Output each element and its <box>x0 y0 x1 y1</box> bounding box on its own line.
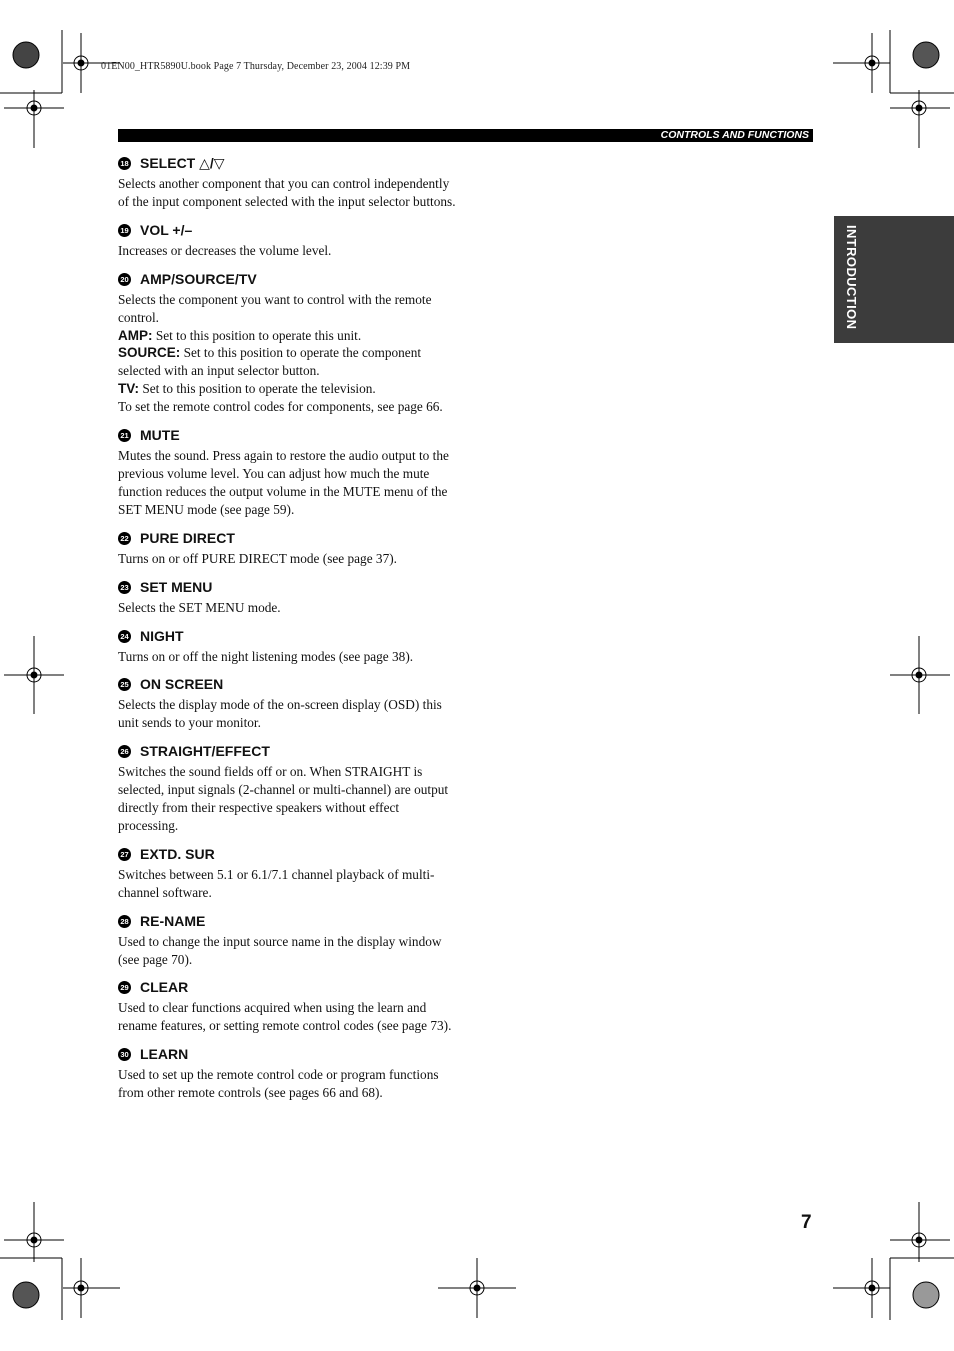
control-item-description <box>118 327 458 345</box>
control-item <box>118 846 458 902</box>
description-text: Set to this position to operate the television. <box>142 381 376 397</box>
control-item-description <box>118 447 458 519</box>
item-number-badge: 19 <box>118 224 131 237</box>
control-item-description <box>118 550 458 568</box>
item-number-badge: 26 <box>118 745 131 758</box>
control-item-title: SET MENU <box>140 578 213 595</box>
description-text: Selects another component that you can control independently of the input component selected with the input selector buttons. <box>118 176 456 209</box>
control-item-heading <box>118 222 458 239</box>
control-item <box>118 1046 458 1102</box>
control-item-title: SELECT △/▽ <box>140 155 225 171</box>
control-item-title: CLEAR <box>140 979 189 996</box>
item-number-badge: 23 <box>118 581 131 594</box>
control-item-title: NIGHT <box>140 627 184 644</box>
description-text: Selects the SET MENU mode. <box>118 599 281 615</box>
control-item-description <box>118 380 458 398</box>
controls-list <box>118 155 458 1113</box>
control-item-heading <box>118 530 458 547</box>
control-item-heading <box>118 846 458 863</box>
control-item <box>118 530 458 568</box>
control-item <box>118 579 458 617</box>
description-text: To set the remote control codes for components, see page 66. <box>118 399 443 415</box>
description-text: Used to clear functions acquired when using the learn and rename features, or setting remote control codes (see page 73). <box>118 1000 452 1034</box>
control-item-description <box>118 999 458 1035</box>
control-item <box>118 743 458 835</box>
description-text: Increases or decreases the volume level. <box>118 242 332 258</box>
control-item <box>118 222 458 260</box>
control-item-heading <box>118 628 458 645</box>
control-item-description <box>118 398 458 416</box>
section-header-bar <box>118 129 813 142</box>
control-item-description <box>118 599 458 617</box>
control-item <box>118 913 458 969</box>
control-item-description <box>118 344 458 380</box>
control-item <box>118 271 458 416</box>
side-tab-label: INTRODUCTION <box>844 225 859 330</box>
option-label: TV: <box>118 381 140 397</box>
description-text: Set to this position to operate the component selected with an input selector button. <box>118 345 422 379</box>
control-item-title: VOL +/– <box>140 221 193 238</box>
control-item-title: STRAIGHT/EFFECT <box>140 743 270 760</box>
control-item-heading <box>118 271 458 288</box>
description-text: Switches between 5.1 or 6.1/7.1 channel playback of multi-channel software. <box>118 866 435 900</box>
control-item <box>118 979 458 1035</box>
control-item-heading <box>118 579 458 596</box>
control-item-description <box>118 933 458 969</box>
control-item-title: RE-NAME <box>140 912 206 929</box>
control-item-heading <box>118 676 458 693</box>
description-text: Turns on or off the night listening modes (see page 38). <box>118 648 414 664</box>
control-item-heading <box>118 427 458 444</box>
control-item-heading <box>118 743 458 760</box>
control-item-heading <box>118 155 458 172</box>
control-item-heading <box>118 1046 458 1063</box>
control-item <box>118 628 458 666</box>
description-text: Selects the component you want to control with the remote control. <box>118 291 432 325</box>
control-item-description <box>118 175 458 211</box>
control-item-description <box>118 1066 458 1102</box>
control-item-description <box>118 866 458 902</box>
item-number-badge: 25 <box>118 678 131 691</box>
item-number-badge: 21 <box>118 429 131 442</box>
control-item-title: AMP/SOURCE/TV <box>140 270 257 287</box>
print-info-line: 01EN00_HTR5890U.book Page 7 Thursday, December 23, 2004 12:39 PM <box>101 61 411 72</box>
section-header-title: CONTROLS AND FUNCTIONS <box>660 129 809 141</box>
page-number: 7 <box>801 1212 812 1233</box>
control-item-title: ON SCREEN <box>140 676 224 693</box>
item-number-badge: 24 <box>118 630 131 643</box>
control-item-description <box>118 696 458 732</box>
description-text: Turns on or off PURE DIRECT mode (see page 37). <box>118 550 397 566</box>
control-item <box>118 676 458 732</box>
control-item <box>118 427 458 519</box>
control-item-heading <box>118 979 458 996</box>
item-number-badge: 30 <box>118 1048 131 1061</box>
item-number-badge: 20 <box>118 273 131 286</box>
description-text: Switches the sound fields off or on. When STRAIGHT is selected, input signals (2-channel or multi-channel) are output directly from their respective speakers without effect processing. <box>118 764 449 833</box>
description-text: Selects the display mode of the on-screen display (OSD) this unit sends to your monitor. <box>118 697 442 731</box>
description-text: Used to change the input source name in the display window (see page 70). <box>118 933 442 967</box>
control-item-heading <box>118 913 458 930</box>
item-number-badge: 27 <box>118 848 131 861</box>
control-item-title: LEARN <box>140 1046 189 1063</box>
control-item-title: PURE DIRECT <box>140 529 235 546</box>
control-item-description <box>118 291 458 327</box>
control-item-title: EXTD. SUR <box>140 845 215 862</box>
control-item <box>118 155 458 211</box>
item-number-badge: 29 <box>118 981 131 994</box>
item-number-badge: 22 <box>118 532 131 545</box>
description-text: Used to set up the remote control code or program functions from other remote controls (see pages 66 and 68). <box>118 1067 439 1101</box>
option-label: SOURCE: <box>118 345 181 361</box>
description-text: Mutes the sound. Press again to restore the audio output to the previous volume level. You can adjust how much the mute function reduces the output volume in the MUTE menu of the SET MENU mode (see page 59). <box>118 448 449 517</box>
item-number-badge: 18 <box>118 157 131 170</box>
option-label: AMP: <box>118 327 153 343</box>
control-item-description <box>118 648 458 666</box>
item-number-badge: 28 <box>118 915 131 928</box>
description-text: Set to this position to operate this unit. <box>155 327 362 343</box>
control-item-title: MUTE <box>140 427 180 444</box>
control-item-description <box>118 763 458 835</box>
control-item-description <box>118 242 458 260</box>
